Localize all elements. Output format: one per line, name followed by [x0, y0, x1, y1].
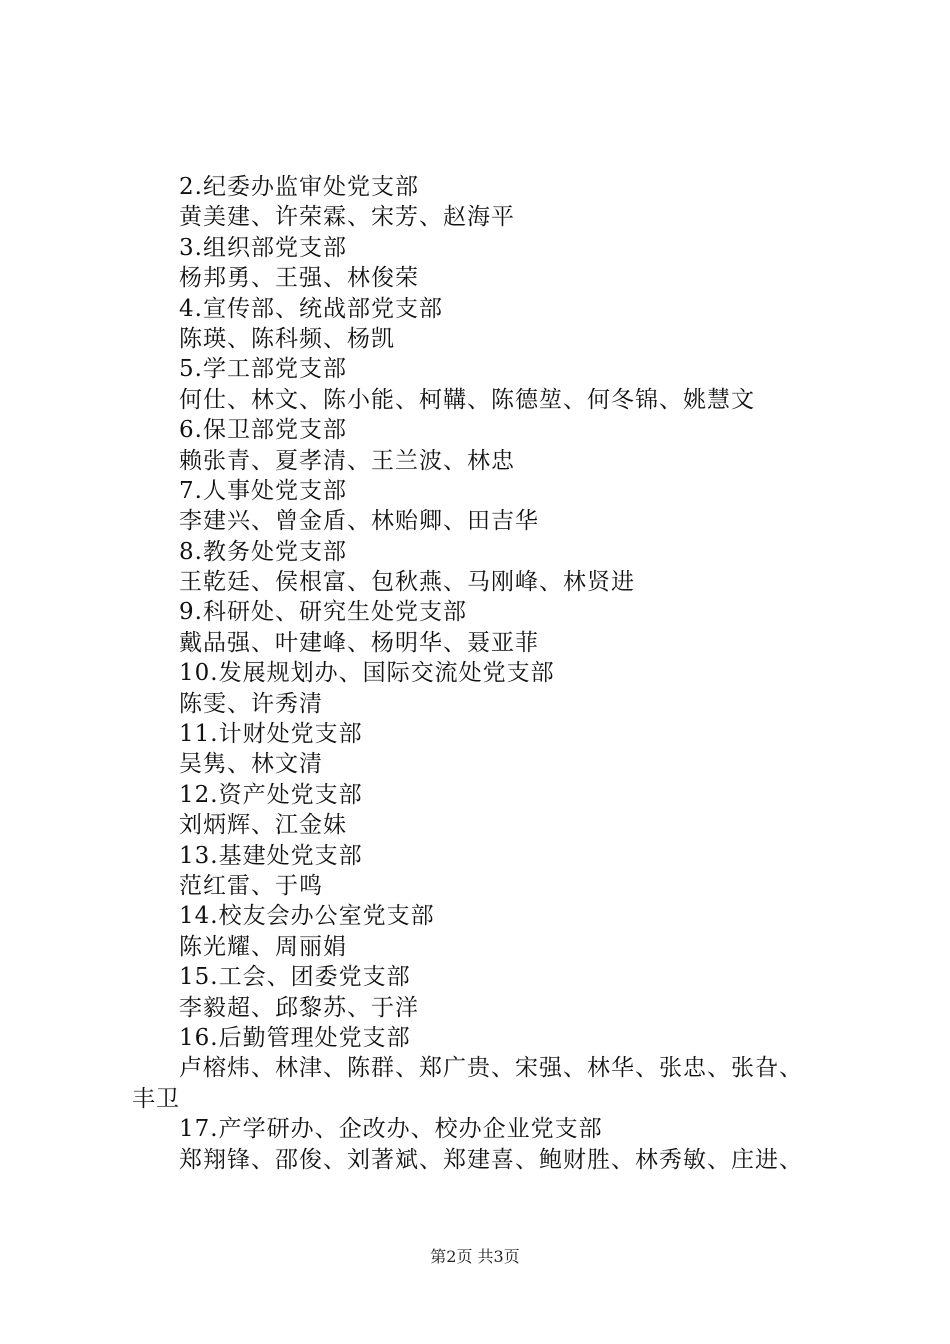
- branch-heading: 8.教务处党支部: [179, 538, 347, 565]
- member-list: 李建兴、曾金盾、林贻卿、田吉华: [179, 508, 539, 535]
- member-list: 杨邦勇、王强、林俊荣: [179, 265, 419, 292]
- member-list: 吴隽、林文清: [179, 751, 323, 778]
- member-list: 范红雷、于鸣: [179, 872, 323, 899]
- branch-heading: 11.计财处党支部: [179, 721, 363, 748]
- member-list: 黄美建、许荣霖、宋芳、赵海平: [179, 204, 515, 231]
- member-list: 陈光耀、周丽娟: [179, 933, 347, 960]
- member-list: 何仕、林文、陈小能、柯鞲、陈德堃、何冬锦、姚慧文: [179, 386, 755, 413]
- branch-heading: 4.宣传部、统战部党支部: [179, 295, 443, 322]
- branch-heading: 2.纪委办监审处党支部: [179, 174, 419, 200]
- member-list: 李毅超、邱黎苏、于洋: [179, 994, 419, 1021]
- branch-heading: 9.科研处、研究生处党支部: [179, 599, 467, 626]
- member-list: 戴品强、叶建峰、杨明华、聂亚菲: [179, 629, 539, 656]
- branch-heading: 13.基建处党支部: [179, 842, 363, 869]
- branch-heading: 12.资产处党支部: [179, 781, 363, 808]
- branch-heading: 7.人事处党支部: [179, 477, 347, 504]
- member-list: 刘炳辉、江金妹: [179, 812, 347, 839]
- member-list: 赖张青、夏孝清、王兰波、林忠: [179, 447, 515, 474]
- member-list-continuation: 丰卫: [132, 1085, 180, 1112]
- branch-heading: 6.保卫部党支部: [179, 417, 347, 444]
- member-list: 陈雯、许秀清: [179, 690, 323, 717]
- branch-heading: 16.后勤管理处党支部: [179, 1024, 411, 1051]
- branch-heading: 10.发展规划办、国际交流处党支部: [179, 660, 555, 687]
- branch-heading: 5.学工部党支部: [179, 356, 347, 383]
- member-list: 王乾廷、侯根富、包秋燕、马刚峰、林贤进: [179, 569, 635, 596]
- branch-heading: 15.工会、团委党支部: [179, 964, 411, 991]
- page-footer: 第2页 共3页: [430, 1247, 520, 1266]
- member-list: 陈瑛、陈科频、杨凯: [179, 325, 395, 352]
- document-body: [132, 172, 858, 1175]
- branch-heading: 3.组织部党支部: [179, 234, 347, 261]
- branch-heading: 14.校友会办公室党支部: [179, 903, 435, 930]
- branch-heading: 17.产学研办、企改办、校办企业党支部: [179, 1116, 603, 1143]
- member-list: 卢榕炜、林津、陈群、郑广贵、宋强、林华、张忠、张旮、: [179, 1055, 803, 1082]
- member-list: 郑翔锋、邵俊、刘著斌、郑建喜、鲍财胜、林秀敏、庄进、: [179, 1146, 803, 1173]
